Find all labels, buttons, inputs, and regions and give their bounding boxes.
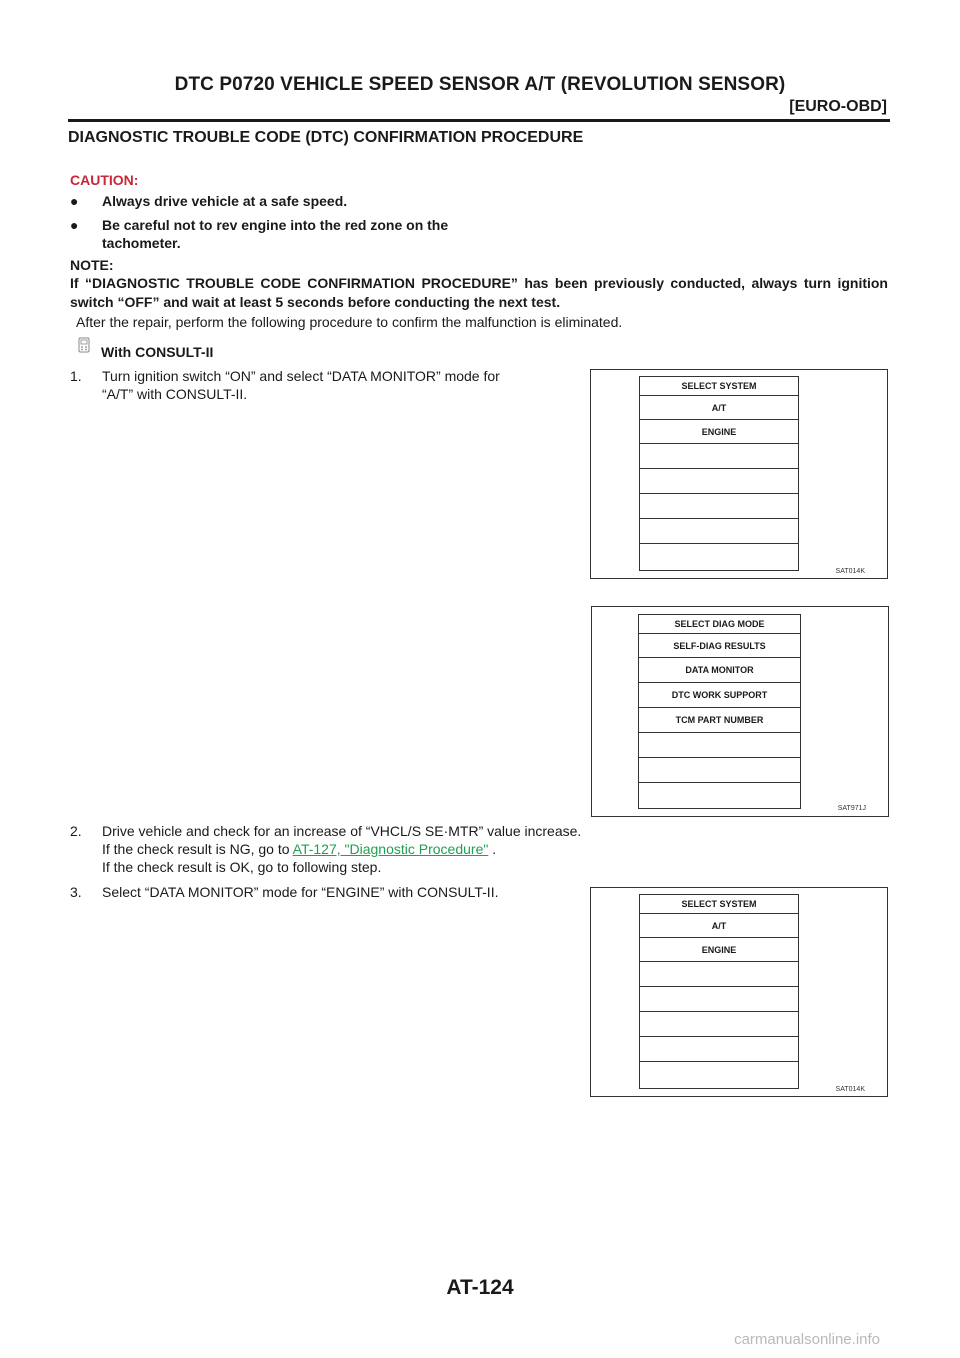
bullet-dot: ● [70, 193, 79, 209]
page-title: DTC P0720 VEHICLE SPEED SENSOR A/T (REVOLUTION SENSOR) [174, 74, 786, 95]
figure-select-diag-mode [591, 606, 889, 817]
screen-row[interactable]: TCM PART NUMBER [639, 707, 800, 733]
header-divider [68, 119, 890, 122]
step-text: If the check result is OK, go to following step. [102, 859, 382, 875]
caution-bullet-text: tachometer. [102, 235, 181, 251]
step-text: Turn ignition switch “ON” and select “DATA MONITOR” mode for [102, 368, 500, 384]
screen-row [640, 443, 798, 469]
screen-row [640, 961, 798, 987]
caution-bullet-text: Be careful not to rev engine into the red zone on the [102, 217, 449, 233]
diagnostic-procedure-link[interactable]: AT-127, "Diagnostic Procedure" [292, 841, 489, 857]
screen-row [640, 543, 798, 570]
figure-select-system [590, 369, 888, 579]
step-number: 3. [70, 884, 82, 900]
step-text: . [492, 841, 497, 857]
figure-code: SAT971J [837, 805, 866, 812]
screen-row[interactable]: SELF-DIAG RESULTS [639, 633, 800, 658]
step-1 [70, 367, 590, 403]
consult-tool-icon [76, 337, 92, 353]
figure-code: SAT014K [835, 1086, 865, 1093]
caution-bullet [70, 192, 670, 210]
step-text: Select “DATA MONITOR” mode for “ENGINE” with CONSULT-II. [102, 884, 499, 900]
step-number: 2. [70, 823, 82, 839]
screen-row[interactable]: A/T [640, 395, 798, 420]
screen-row: SELECT SYSTEM [681, 381, 757, 391]
watermark: carmanualsonline.info [734, 1331, 880, 1348]
caution-label: CAUTION: [70, 172, 139, 188]
page-number: AT-124 [446, 1276, 514, 1299]
screen-row [640, 493, 798, 519]
screen-row[interactable]: DTC WORK SUPPORT [639, 682, 800, 708]
screen-row: SELECT SYSTEM [681, 899, 757, 909]
screen-row [640, 1011, 798, 1037]
step-text: Drive vehicle and check for an increase of “VHCL/S SE·MTR” value increase. [102, 823, 582, 839]
section-heading: DIAGNOSTIC TROUBLE CODE (DTC) CONFIRMATION PROCEDURE [68, 129, 584, 146]
figure-select-system [590, 887, 888, 1097]
step-3 [70, 883, 590, 901]
step-number: 1. [70, 368, 82, 384]
step-text: “A/T” with CONSULT-II. [102, 386, 248, 402]
step-text: If the check result is NG, go to [102, 841, 290, 857]
screen-row [639, 732, 800, 758]
consult-screen [638, 614, 801, 809]
screen-row [640, 986, 798, 1012]
screen-row[interactable]: DATA MONITOR [639, 657, 800, 683]
consult-screen [639, 376, 799, 571]
step-ng-line [102, 840, 496, 858]
screen-row[interactable]: ENGINE [640, 419, 798, 444]
bullet-dot: ● [70, 217, 79, 233]
screen-row [640, 468, 798, 494]
screen-row[interactable]: ENGINE [640, 937, 798, 962]
note-body: If “DIAGNOSTIC TROUBLE CODE CONFIRMATION PROCEDURE” has been previously conducted, always turn ignition switch “OFF” and wait at least 5 seconds before conducting the next test. [70, 275, 888, 310]
caution-bullet [70, 216, 670, 252]
screen-row [640, 1036, 798, 1062]
step-2 [70, 822, 710, 876]
screen-row: SELECT DIAG MODE [674, 619, 765, 629]
figure-code: SAT014K [835, 568, 865, 575]
screen-row [640, 1061, 798, 1088]
screen-row [639, 757, 800, 783]
with-consult-label: With CONSULT-II [101, 344, 214, 360]
note-after: After the repair, perform the following procedure to confirm the malfunction is eliminated. [76, 314, 623, 330]
note-label: NOTE: [70, 257, 114, 273]
screen-row [639, 782, 800, 808]
section-tag: [EURO-OBD] [789, 98, 887, 115]
screen-row[interactable]: A/T [640, 913, 798, 938]
consult-screen [639, 894, 799, 1089]
screen-row [640, 518, 798, 544]
caution-bullet-text: Always drive vehicle at a safe speed. [102, 193, 348, 209]
